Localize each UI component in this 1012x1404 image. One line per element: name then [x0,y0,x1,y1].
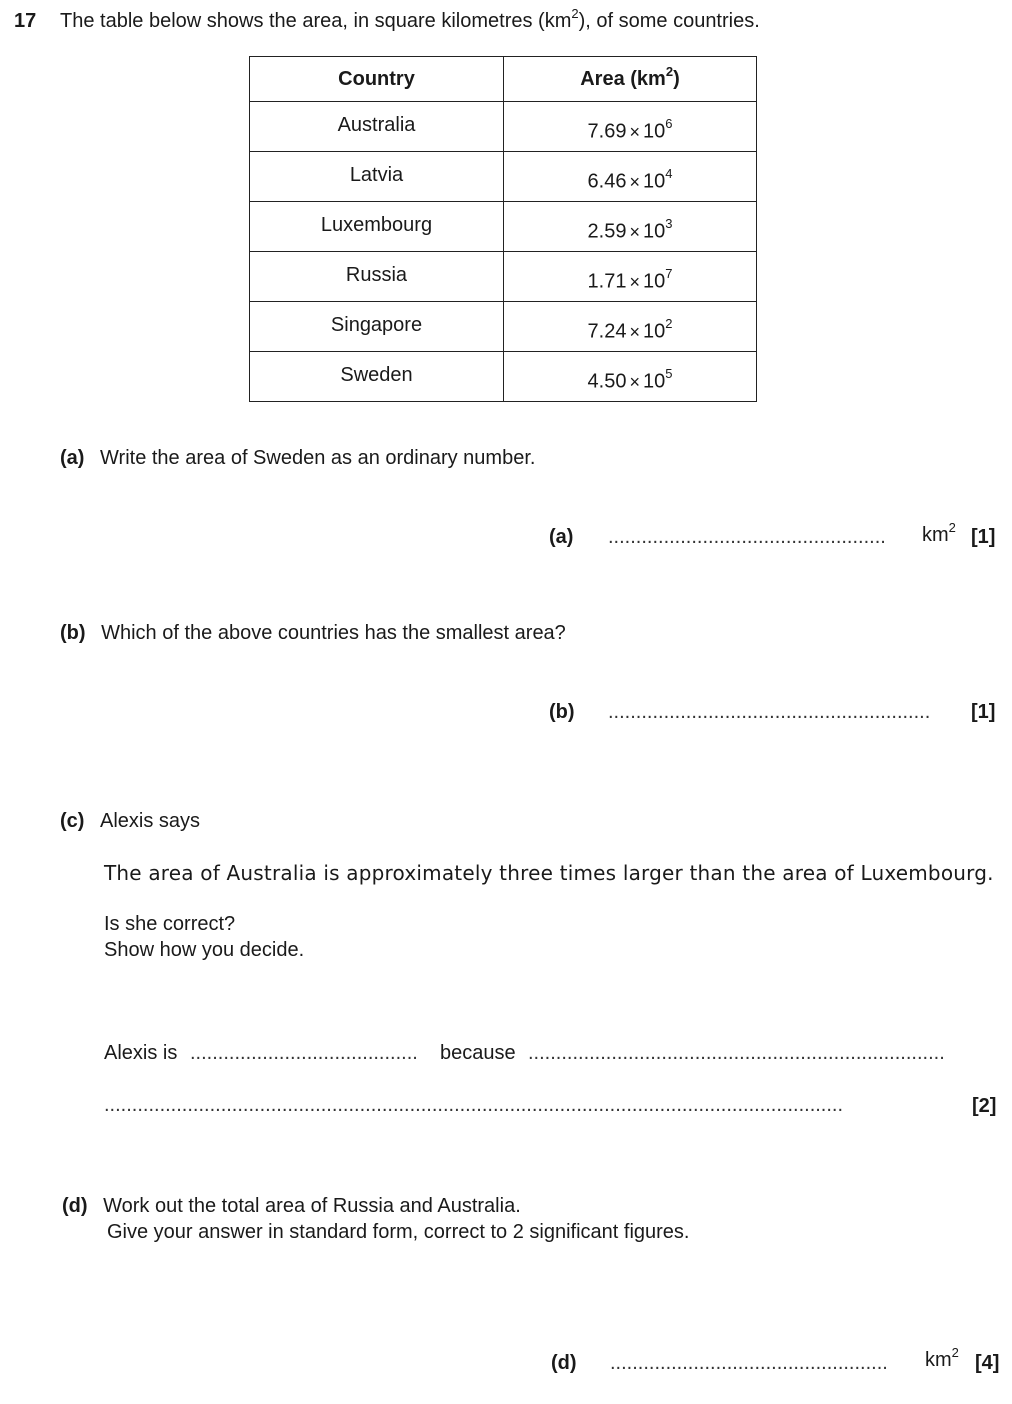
part-d-answer-label: (d) [551,1352,577,1374]
header-country: Country [250,57,504,102]
times-symbol: × [629,121,640,142]
times-symbol: × [629,271,640,292]
part-d-label: (d) [62,1195,88,1217]
part-c-because: because [440,1042,516,1064]
area-mantissa: 4.50 [587,370,627,393]
area-base: 10 [642,320,666,343]
country-cell: Sweden [250,352,504,402]
part-a-unit: $km^2$ [922,520,956,546]
part-d-text1: Work out the total area of Russia and Australia. [103,1195,521,1217]
area-cell [504,152,757,202]
country-area-table [249,56,757,402]
part-c-line1: Is she correct? [104,913,236,935]
part-d-marks: [4] [975,1352,1000,1374]
table-row [250,152,757,202]
part-c-line2: Show how you decide. [104,939,305,961]
part-b-text: Which of the above countries has the smallest area? [101,622,566,644]
area-mantissa: 6.46 [587,170,627,193]
area-base: 10 [642,270,666,293]
area-exponent: 5 [665,366,673,381]
area-base: 10 [642,120,666,143]
area-exponent: 6 [665,116,673,131]
part-c-label: (c) [60,810,85,832]
table-header-row [250,57,757,102]
area-mantissa: 1.71 [587,270,627,293]
area-mantissa: 2.59 [587,220,627,243]
table-row [250,202,757,252]
area-cell [504,302,757,352]
times-symbol: × [629,171,640,192]
times-symbol: × [629,221,640,242]
header-area: Area $(km^2)$ [504,57,757,102]
part-a-answer-label: (a) [549,526,574,548]
part-a-question [60,447,535,470]
part-d-unit: $km^2$ [925,1345,959,1371]
country-cell: Russia [250,252,504,302]
table-row [250,302,757,352]
part-b-label: (b) [60,622,86,644]
part-a-text: Write the area of Sweden as an ordinary number. [100,447,536,469]
times-symbol: × [629,321,640,342]
area-base: 10 [642,170,666,193]
part-c-marks: [2] [972,1095,997,1117]
part-c-answer-line-1[interactable]: ......................................... [190,1042,418,1064]
area-base: 10 [642,220,666,243]
country-cell: Australia [250,102,504,152]
area-mantissa: 7.24 [587,320,627,343]
intro-superscript: 2 [571,6,579,22]
alexis-quote: The area of Australia is approximately three times larger than the area of Luxembourg. [104,861,994,885]
part-d-text2: Give your answer in standard form, correct to 2 significant figures. [107,1221,690,1243]
area-cell [504,102,757,152]
part-a-marks: [1] [971,526,996,548]
part-b-answer-label: (b) [549,701,575,723]
intro-text: The table below shows the area, in square kilometres (km [60,10,572,32]
country-cell: Latvia [250,152,504,202]
area-exponent: 4 [665,166,673,181]
question-intro [60,6,760,33]
part-c-answer-line-3[interactable]: ..................................................................................................................................... [104,1094,844,1116]
part-b-marks: [1] [971,701,996,723]
part-d-answer-line[interactable]: .................................................. [610,1352,888,1374]
area-cell [504,202,757,252]
table-row [250,352,757,402]
times-symbol: × [629,371,640,392]
part-c-text: Alexis says [100,810,201,832]
part-a-answer-line[interactable]: .................................................. [608,526,886,548]
part-c-answer-line-2[interactable]: ........................................................................... [528,1042,945,1064]
area-cell [504,252,757,302]
part-c-answer-prefix: Alexis is [104,1042,178,1064]
area-exponent: 3 [665,216,673,231]
table-row [250,102,757,152]
part-b-question [60,622,566,645]
part-c-question [60,810,200,833]
part-b-answer-line[interactable]: .......................................................... [608,701,931,723]
country-cell: Singapore [250,302,504,352]
table-row [250,252,757,302]
intro-text-end: ), of some countries. [578,10,760,32]
area-cell [504,352,757,402]
area-base: 10 [642,370,666,393]
area-exponent: 7 [665,266,673,281]
part-a-label: (a) [60,447,85,469]
area-mantissa: 7.69 [587,120,627,143]
question-number: 17 [14,10,37,32]
part-d-question [62,1195,521,1218]
area-exponent: 2 [665,316,673,331]
country-cell: Luxembourg [250,202,504,252]
